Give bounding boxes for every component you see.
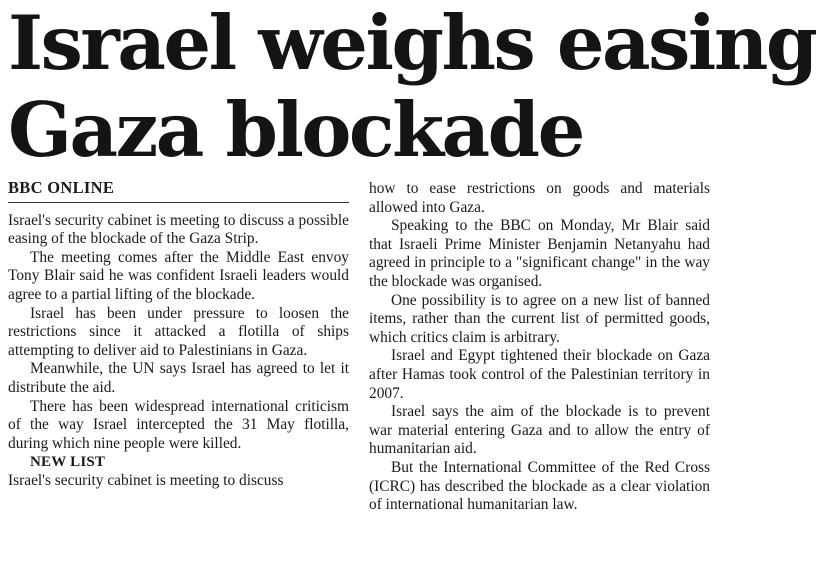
headline [8,0,816,174]
paragraph: Meanwhile, the UN says Israel has agreed to let it distribute the aid. [8,360,349,396]
paragraph: Israel says the aim of the blockade is to prevent war material entering Gaza and to allow the entry of humanitarian aid. [369,403,710,458]
paragraph: Speaking to the BBC on Monday, Mr Blair said that Israeli Prime Minister Benjamin Netanyahu had agreed in principle to a "significant change" in the way the blockade was organised. [369,217,710,290]
paragraph: how to ease restrictions on goods and materials allowed into Gaza. [369,180,710,216]
headline-line-2: Gaza blockade [8,86,583,174]
paragraph: But the International Committee of the Red Cross (ICRC) has described the blockade as a clear violation of international humanitarian law. [369,458,710,514]
paragraph: Israel's security cabinet is meeting to discuss a possible easing of the blockade of the Gaza Strip. [8,211,349,248]
byline: BBC ONLINE [8,179,349,203]
paragraph: Israel has been under pressure to loosen the restrictions since it attacked a flotilla of ships attempting to deliver aid to Palestinians in Gaza. [8,304,349,359]
paragraph: Israel's security cabinet is meeting to discuss [8,471,284,489]
headline-line-1: Israel weighs easing [8,0,816,87]
paragraph: The meeting comes after the Middle East envoy Tony Blair said he was confident Israeli leaders would agree to a partial lifting of the blockade. [8,248,349,303]
paragraph: Israel and Egypt tightened their blockade on Gaza after Hamas took control of the Palestinian territory in 2007. [369,347,710,402]
paragraph: There has been widespread international criticism of the way Israel intercepted the 31 May flotilla, during which nine people were killed. [8,397,349,452]
paragraph: One possibility is to agree on a new list of banned items, rather than the current list of permitted goods, which critics claim is arbitrary. [369,291,710,346]
left-column [8,179,349,491]
subhead: NEW LIST [30,454,106,471]
right-column [369,180,710,515]
